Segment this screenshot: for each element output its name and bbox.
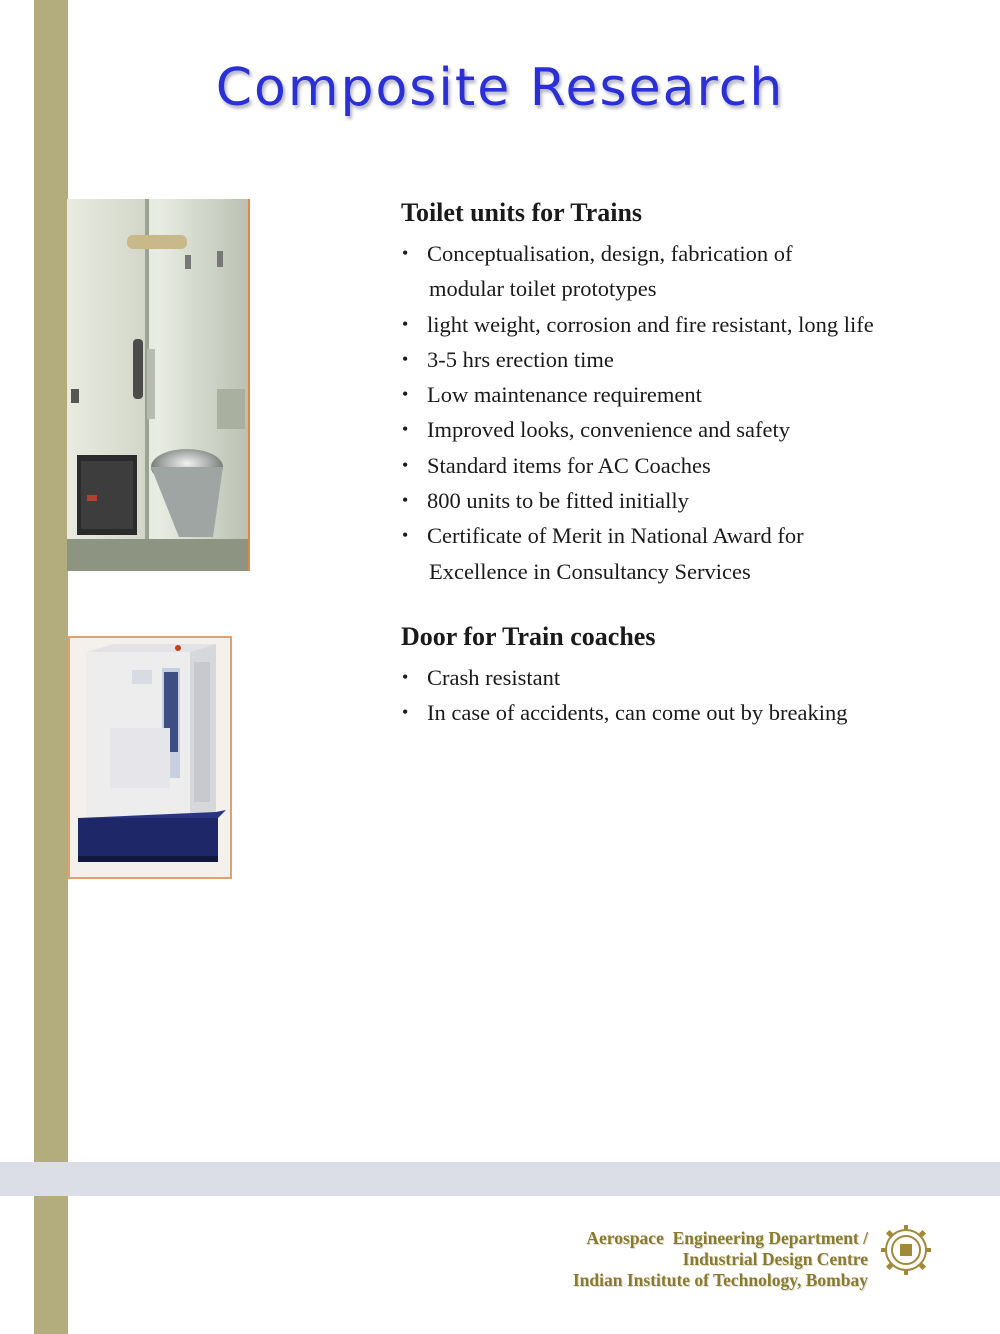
list-item xyxy=(401,518,981,589)
door-section xyxy=(401,622,981,731)
list-item xyxy=(401,695,981,730)
list-item xyxy=(401,342,981,377)
footer-credits xyxy=(573,1228,868,1291)
toilet-unit-photo xyxy=(67,199,250,571)
list-item xyxy=(401,483,981,518)
toilet-units-section xyxy=(401,198,981,589)
list-item-text: Low maintenance requirement xyxy=(427,382,702,408)
list-item-text: Conceptualisation, design, fabrication of xyxy=(427,241,793,266)
footer-line-institute: Indian Institute of Technology, Bombay xyxy=(572,1270,868,1290)
list-item-text: 3-5 hrs erection time xyxy=(427,346,614,372)
list-item-text: In case of accidents, can come out by breaking xyxy=(427,700,848,726)
footer-line-centre: Industrial Design Centre xyxy=(682,1249,868,1269)
side-bar xyxy=(34,0,68,1334)
list-item-text: light weight, corrosion and fire resistant, long life xyxy=(427,311,874,337)
iit-bombay-logo-icon xyxy=(880,1224,932,1276)
footer-line-department: Aerospace Engineering Department / xyxy=(586,1228,868,1248)
list-item-text: Standard items for AC Coaches xyxy=(427,452,711,478)
list-item xyxy=(401,307,981,342)
list-item-text: Certificate of Merit in National Award for xyxy=(427,523,804,549)
list-item xyxy=(401,660,981,695)
toilet-units-heading: Toilet units for Trains xyxy=(401,198,643,227)
list-item-text: Improved looks, convenience and safety xyxy=(427,417,790,443)
list-item-text: 800 units to be fitted initially xyxy=(427,488,689,514)
list-item xyxy=(401,377,981,412)
door-heading: Door for Train coaches xyxy=(401,622,656,651)
door-list xyxy=(401,660,981,731)
page-title: Composite Research xyxy=(215,58,785,118)
list-item xyxy=(401,412,981,447)
list-item-continuation: modular toilet prototypes xyxy=(429,276,657,302)
list-item xyxy=(401,236,981,307)
list-item-text: Crash resistant xyxy=(427,665,561,690)
list-item-continuation: Excellence in Consultancy Services xyxy=(429,558,751,584)
door-unit-photo xyxy=(68,636,232,879)
footer-band xyxy=(0,1162,1000,1196)
list-item xyxy=(401,448,981,483)
toilet-units-list xyxy=(401,236,981,589)
